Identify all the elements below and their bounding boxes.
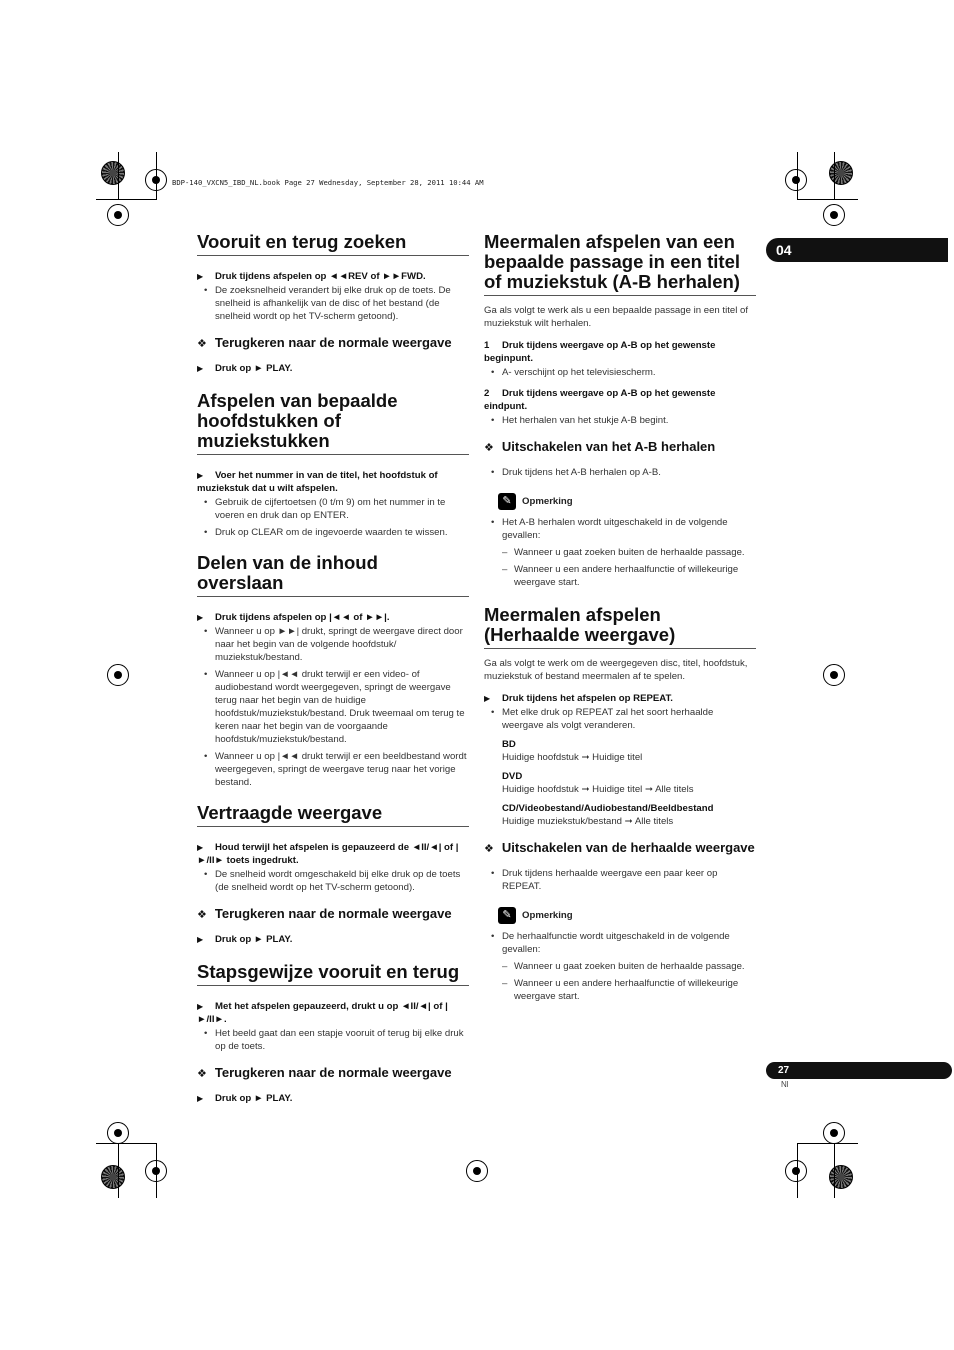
note-heading: ✎ Opmerking: [498, 907, 756, 924]
crop-line: [156, 152, 157, 200]
step: ▶ Voer het nummer in van de titel, het hoofdstuk of muziekstuk dat u wilt afspelen.: [197, 470, 438, 494]
step: 2 Druk tijdens weergave op A-B op het gewenste eindpunt.: [484, 388, 716, 412]
right-column: [484, 232, 756, 1011]
step: ▶ Houd terwijl het afspelen is gepauzeerd de ◄II/◄| of |►/II► toets ingedrukt.: [197, 842, 459, 866]
color-rosette-mark: [829, 1165, 853, 1189]
arrow-icon: ▶: [197, 843, 204, 852]
section-repeat: [484, 605, 756, 1003]
list-item: • De zoeksnelheid verandert bij elke druk op de toets. De snelheid is afhankelijk van de disc of het bestand (de snelheid wordt op het TV-scherm getoond).: [215, 284, 469, 323]
bullet-list: [484, 366, 756, 379]
arrow-icon: ▶: [197, 613, 204, 622]
page-number: 27: [766, 1062, 952, 1079]
bullet-list: [197, 284, 469, 323]
subsection-title: ❖ Terugkeren naar de normale weergave: [197, 1063, 469, 1084]
diamond-icon: ❖: [197, 338, 207, 350]
dash-list: [484, 960, 756, 1003]
section-title: Vooruit en terug zoeken: [197, 232, 469, 256]
subsection-title: ❖ Uitschakelen van het A-B herhalen: [484, 437, 756, 458]
note-heading: ✎ Opmerking: [498, 493, 756, 510]
step: ▶ Druk op ► PLAY.: [197, 363, 293, 374]
section-title: Meermalen afspelen van een bepaalde passage in een titel of muziekstuk (A-B herhalen): [484, 232, 756, 296]
list-item: • A- verschijnt op het televisiescherm.: [502, 366, 756, 379]
bullet-list: [484, 867, 756, 893]
mode-label: CD/Videobestand/Audiobestand/Beeldbestand: [502, 803, 714, 814]
step: ▶ Met het afspelen gepauzeerd, drukt u op ◄II/◄| of |►/II►.: [197, 1001, 448, 1025]
mode-sequence: Huidige muziekstuk/bestand ➞ Alle titels: [502, 816, 674, 827]
list-item: • Wanneer u op |◄◄ drukt terwijl er een video- of audiobestand wordt weergegeven, springt de weergave terug naar het begin van de huidige hoofdstuk/muziekstuk/bestand. Druk tweemaal om terug te keren naar het begin van de voorgaande hoofdstuk/muziekstuk/bestand.: [215, 668, 469, 746]
list-item: • Het beeld gaat dan een stapje vooruit of terug bij elke druk op de toets.: [215, 1027, 469, 1053]
arrow-icon: ▶: [197, 471, 204, 480]
crop-line: [118, 1143, 119, 1198]
language-code: Nl: [781, 1080, 789, 1089]
section-slow: [197, 803, 469, 946]
color-rosette-mark: [101, 1165, 125, 1189]
diamond-icon: ❖: [484, 442, 494, 454]
section-search: [197, 232, 469, 375]
list-item: • De snelheid wordt omgeschakeld bij elke druk op de toets (de snelheid wordt op het TV-scherm getoond).: [215, 868, 469, 894]
note-pencil-icon: ✎: [498, 493, 516, 510]
crop-line: [96, 1143, 156, 1144]
step: 1 Druk tijdens weergave op A-B op het gewenste beginpunt.: [484, 340, 716, 364]
list-item: • Met elke druk op REPEAT zal het soort herhaalde weergave als volgt veranderen.: [502, 706, 756, 732]
arrow-icon: ▶: [197, 364, 204, 373]
color-rosette-mark: [829, 161, 853, 185]
list-item: – Wanneer u gaat zoeken buiten de herhaalde passage.: [514, 546, 756, 559]
list-item: • Druk op CLEAR om de ingevoerde waarden te wissen.: [215, 526, 469, 539]
list-item: • Gebruik de cijfertoetsen (0 t/m 9) om het nummer in te voeren en druk dan op ENTER.: [215, 496, 469, 522]
registration-mark: [823, 204, 845, 226]
arrow-icon: ▶: [197, 1002, 204, 1011]
intro-text: Ga als volgt te werk om de weergegeven disc, titel, hoofdstuk, muziekstuk of bestand meermalen af te spelen.: [484, 658, 748, 682]
crop-line: [798, 1143, 858, 1144]
arrow-icon: ▶: [197, 935, 204, 944]
bullet-list: [484, 466, 756, 479]
mode-label: BD: [502, 739, 516, 750]
dash-list: [484, 546, 756, 589]
list-item: • Druk tijdens het A-B herhalen op A-B.: [502, 466, 756, 479]
bullet-list: [197, 625, 469, 789]
step: ▶ Druk tijdens afspelen op ◄◄REV of ►►FWD.: [197, 271, 426, 282]
section-title: Stapsgewijze vooruit en terug: [197, 962, 469, 986]
color-rosette-mark: [101, 161, 125, 185]
registration-mark: [823, 1122, 845, 1144]
section-title: Vertraagde weergave: [197, 803, 469, 827]
crop-line: [797, 152, 798, 200]
list-item: • Druk tijdens herhaalde weergave een paar keer op REPEAT.: [502, 867, 756, 893]
registration-mark: [785, 169, 807, 191]
section-ab-repeat: [484, 232, 756, 589]
crop-line: [797, 1143, 798, 1198]
diamond-icon: ❖: [197, 909, 207, 921]
bullet-list: [197, 496, 469, 539]
bullet-list: [484, 414, 756, 427]
registration-mark: [107, 664, 129, 686]
list-item: • Wanneer u op ►►| drukt, springt de weergave direct door naar het begin van de volgende hoofdstuk/ muziekstuk/bestand.: [215, 625, 469, 664]
bullet-list: [484, 516, 756, 542]
diamond-icon: ❖: [484, 843, 494, 855]
section-title: Meermalen afspelen (Herhaalde weergave): [484, 605, 756, 649]
list-item: • De herhaalfunctie wordt uitgeschakeld in de volgende gevallen:: [502, 930, 756, 956]
intro-text: Ga als volgt te werk als u een bepaalde passage in een titel of muziekstuk wilt herhalen.: [484, 305, 748, 329]
section-step: [197, 962, 469, 1105]
list-item: – Wanneer u een andere herhaalfunctie of willekeurige weergave start.: [514, 977, 756, 1003]
bullet-list: [197, 868, 469, 894]
crop-line: [834, 152, 835, 200]
bullet-list: [484, 930, 756, 956]
note-pencil-icon: ✎: [498, 907, 516, 924]
list-item: • Het A-B herhalen wordt uitgeschakeld in de volgende gevallen:: [502, 516, 756, 542]
section-chapters: [197, 391, 469, 539]
arrow-icon: ▶: [484, 694, 491, 703]
bullet-list: [197, 1027, 469, 1053]
registration-mark: [107, 1122, 129, 1144]
list-item: – Wanneer u een andere herhaalfunctie of willekeurige weergave start.: [514, 563, 756, 589]
diamond-icon: ❖: [197, 1068, 207, 1080]
file-info: BDP-140_VXCN5_IBD_NL.book Page 27 Wednesday, September 28, 2011 10:44 AM: [172, 178, 484, 187]
section-title: Delen van de inhoud overslaan: [197, 553, 469, 597]
crop-line: [118, 152, 119, 200]
list-item: • Het herhalen van het stukje A-B begint.: [502, 414, 756, 427]
subsection-title: ❖ Terugkeren naar de normale weergave: [197, 904, 469, 925]
crop-line: [96, 199, 156, 200]
mode-label: DVD: [502, 771, 523, 782]
registration-mark: [466, 1160, 488, 1182]
step: ▶ Druk op ► PLAY.: [197, 1093, 293, 1104]
registration-mark: [107, 204, 129, 226]
step: ▶ Druk tijdens het afspelen op REPEAT.: [484, 693, 673, 704]
bullet-list: [484, 706, 756, 732]
crop-line: [834, 1143, 835, 1198]
registration-mark: [785, 1160, 807, 1182]
mode-sequence: Huidige hoofdstuk ➞ Huidige titel ➞ Alle titels: [502, 784, 694, 795]
section-title: Afspelen van bepaalde hoofdstukken of muziekstukken: [197, 391, 469, 455]
list-item: – Wanneer u gaat zoeken buiten de herhaalde passage.: [514, 960, 756, 973]
step: ▶ Druk tijdens afspelen op |◄◄ of ►►|.: [197, 612, 390, 623]
crop-line: [798, 199, 858, 200]
registration-mark: [823, 664, 845, 686]
list-item: • Wanneer u op |◄◄ drukt terwijl er een beeldbestand wordt weergegeven, springt de weergave terug naar het vorige bestand.: [215, 750, 469, 789]
section-skip: [197, 553, 469, 789]
arrow-icon: ▶: [197, 1094, 204, 1103]
chapter-tab: 04: [766, 238, 948, 262]
left-column: [197, 232, 469, 1106]
subsection-title: ❖ Terugkeren naar de normale weergave: [197, 333, 469, 354]
arrow-icon: ▶: [197, 272, 204, 281]
mode-sequence: Huidige hoofdstuk ➞ Huidige titel: [502, 752, 643, 763]
crop-line: [156, 1143, 157, 1198]
step: ▶ Druk op ► PLAY.: [197, 934, 293, 945]
subsection-title: ❖ Uitschakelen van de herhaalde weergave: [484, 838, 756, 859]
